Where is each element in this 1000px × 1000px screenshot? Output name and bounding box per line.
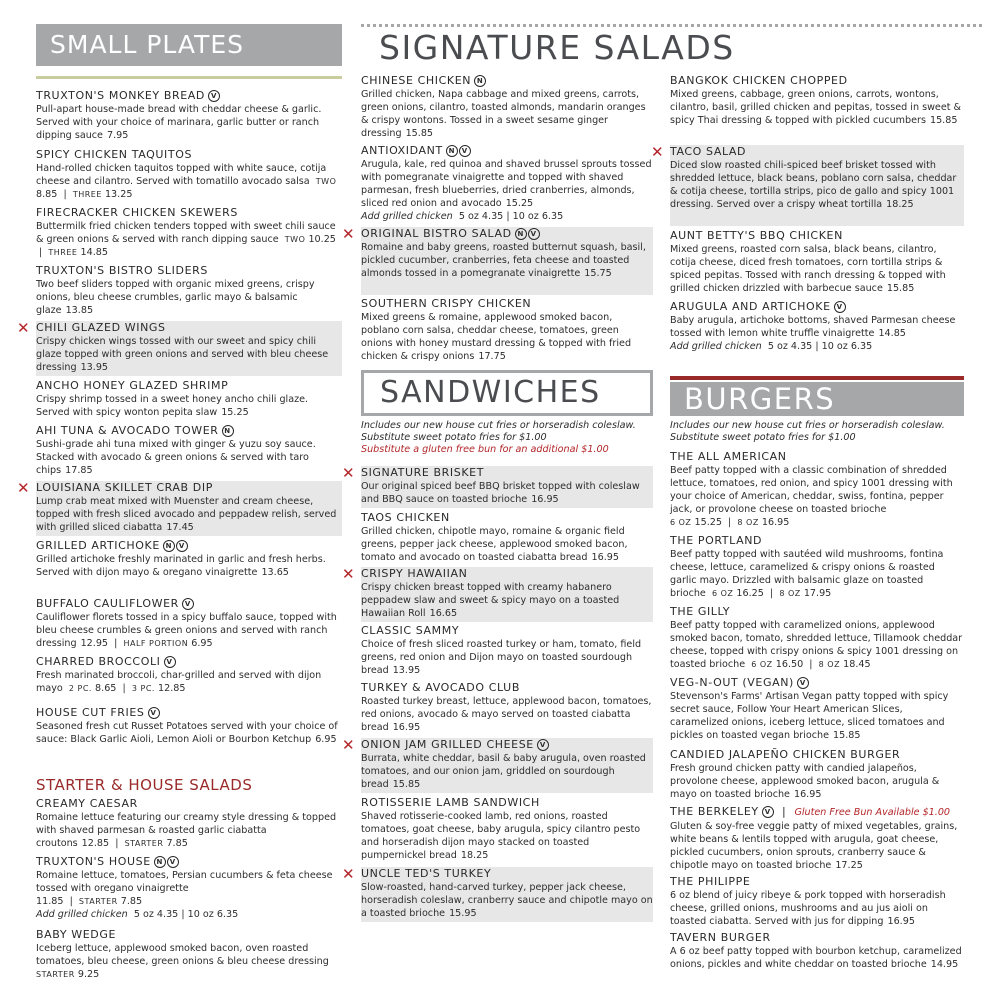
item-name: ROTISSERIE LAMB SANDWICH	[361, 796, 540, 809]
item-price: 13.95	[392, 665, 421, 676]
menu-item-removed	[342, 565, 653, 622]
menu-item	[36, 89, 342, 142]
menu-item	[361, 297, 653, 363]
item-name: THE ALL AMERICAN	[670, 450, 787, 463]
item-price: 16.95	[392, 722, 421, 733]
item-name: TURKEY & AVOCADO CLUB	[361, 681, 520, 694]
addon-sizes: 5 oz 4.35 | 10 oz 6.35	[133, 909, 239, 920]
menu-item: THE GILLY Beef patty topped with caramelized onions, applewood smoked bacon, tomato, shredded lettuce, Tillamook cheddar cheese, topped with crispy onions & spicy 1001 dressing on toasted brioche 6 OZ 16.50 | 8 OZ 18.45	[670, 605, 963, 670]
item-price: 15.85	[405, 128, 434, 139]
item-desc: Seasoned fresh cut Russet Potatoes served with your choice of sauce: Black Garlic Aioli, Lemon Aioli or Bourbon Ketchup	[36, 721, 338, 745]
item-price: 12.85	[158, 683, 186, 694]
nut-icon: N	[515, 228, 527, 240]
item-desc: Fresh marinated broccoli, char-grilled and served with dijon mayo	[36, 670, 322, 694]
nut-icon: N	[163, 540, 175, 552]
item-price: 7.85	[166, 838, 188, 849]
item-price: 13.25	[104, 189, 133, 200]
item-price: 16.95	[793, 789, 822, 800]
item-desc: Grilled chicken, chipotle mayo, romaine & organic field greens, pepper jack cheese, applewood smoked bacon, tomato and avocado on toasted ciabatta bread	[361, 526, 628, 563]
item-price: 13.95	[80, 362, 109, 373]
item-desc: Roasted turkey breast, lettuce, applewood bacon, tomatoes, red onions, avocado & mayo served on toasted ciabatta bread	[361, 696, 652, 733]
item-desc: Beef patty topped with sautéed wild mushrooms, fontina cheese, lettuce, caramelized & crispy onions & roasted garlic mayo. Drizzled with balsamic glaze on toasted brioche	[670, 549, 944, 599]
addon-label: Add grilled chicken	[36, 909, 128, 920]
item-desc: Diced slow roasted chili-spiced beef brisket tossed with shredded lettuce, black beans, poblano corn salsa, cheddar & cotija cheese, tortilla strips, pico de gallo and spicy 1001 dressing. Served over a crispy wheat tortilla	[670, 160, 957, 210]
gluten-free-note: Gluten Free Bun Available $1.00	[794, 807, 951, 818]
vegetarian-icon: V	[164, 656, 176, 668]
item-price: 13.85	[65, 305, 94, 316]
vegetarian-icon: V	[182, 598, 194, 610]
item-name: LOUISIANA SKILLET CRAB DIP	[36, 481, 213, 494]
menu-item	[670, 676, 964, 742]
item-price: 16.50	[775, 659, 804, 670]
item-price: 15.85	[886, 283, 915, 294]
item-name: CHARRED BROCCOLI	[36, 655, 161, 668]
nut-icon: N	[446, 145, 458, 157]
item-name: ARUGULA AND ARTICHOKE	[670, 300, 831, 313]
item-price: 15.25	[221, 407, 249, 418]
item-price: 17.25	[835, 860, 863, 871]
item-desc: Mixed greens, cabbage, green onions, carrots, wontons, cilantro, basil, grilled chicken and pepitas, tossed in sweet & spicy Thai dressing & topped with pickled cucumbers	[670, 89, 962, 126]
menu-item	[361, 74, 653, 140]
menu-item-removed	[17, 479, 342, 536]
item-name: UNCLE TED'S TURKEY	[361, 867, 492, 880]
menu-item: THE ALL AMERICAN Beef patty topped with a classic combination of shredded lettuce, tomatoes, red onion, and spicy 1001 dressing with your choice of American, cheddar, swiss, fontina, pepper jack, or provolone cheese on toasted brioche 6 OZ 15.25 | 8 OZ 16.95	[670, 450, 964, 529]
item-desc: Beef patty topped with a classic combination of shredded lettuce, tomatoes, red onion, and spicy 1001 dressing with your choice of American, cheddar, swiss, fontina, pepper jack, or provolone cheese on toasted brioche	[670, 465, 953, 515]
note-line: Substitute a gluten free bun for an additional $1.00	[361, 444, 609, 455]
item-desc: Grilled artichoke freshly marinated in garlic and fresh herbs. Served with dijon mayo & oregano vinaigrette	[36, 554, 326, 578]
item-price: 17.95	[803, 588, 832, 599]
item-price: 8.65	[95, 683, 117, 694]
menu-item: BUFFALO CAULIFLOWER V Cauliflower florets tossed in a spicy buffalo sauce, topped with bleu cheese crumbles & green onions and served with ranch dressing 12.95 | HALF PORTION 6.95	[36, 597, 337, 649]
menu-item	[36, 706, 342, 746]
item-price: 17.45	[166, 522, 194, 533]
item-desc: Pull-apart house-made bread with cheddar cheese & garlic. Served with your choice of marinara, garlic butter or ranch dipping sauce	[36, 104, 322, 141]
item-price: 15.85	[392, 779, 421, 790]
size-label: 6 OZ	[711, 589, 734, 598]
item-price: 12.85	[81, 838, 110, 849]
item-price: 18.25	[460, 850, 489, 861]
size-label: STARTER	[124, 839, 164, 848]
menu-item	[670, 875, 964, 928]
menu-item	[36, 928, 342, 981]
item-name: FIRECRACKER CHICKEN SKEWERS	[36, 206, 238, 219]
item-name: TRUXTON'S HOUSE	[36, 855, 151, 868]
size-label: TWO	[315, 177, 337, 186]
item-price: 16.95	[887, 916, 915, 927]
removed-x-icon: ✕	[342, 865, 355, 883]
sandwiches-header: SANDWICHES	[361, 370, 653, 416]
item-name: AHI TUNA & AVOCADO TOWER	[36, 424, 219, 437]
item-name: ANCHO HONEY GLAZED SHRIMP	[36, 379, 229, 392]
item-desc: Stevenson's Farms' Artisan Vegan patty topped with spicy secret sauce, Follow Your Heart American Slices, caramelized onions, iceberg lettuce, sliced tomatoes and pickles on toasted vegan brioche	[670, 691, 949, 741]
nut-icon: N	[474, 75, 486, 87]
item-name: VEG-N-OUT (VEGAN)	[670, 676, 794, 689]
menu-item: CREAMY CAESAR Romaine lettuce featuring our creamy style dressing & topped with shaved parmesan & roasted garlic ciabatta croutons 12.85 | STARTER 7.85	[36, 797, 342, 850]
menu-item: FIRECRACKER CHICKEN SKEWERS Buttermilk fried chicken tenders topped with sweet chili sauce & green onions & served with ranch dipping sauce TWO 10.25 | THREE 14.85	[36, 206, 342, 259]
item-desc: Iceberg lettuce, applewood smoked bacon, oven roasted tomatoes, bleu cheese, green onions & bleu cheese dressing	[36, 943, 329, 967]
item-desc: Choice of fresh sliced roasted turkey or ham, tomato, field greens, red onion and Dijon mayo on toasted sourdough bread	[361, 639, 642, 676]
item-name: TAOS CHICKEN	[361, 511, 450, 524]
item-name: HOUSE CUT FRIES	[36, 706, 145, 719]
item-price: 17.75	[478, 351, 506, 362]
item-name: ONION JAM GRILLED CHEESE	[361, 738, 534, 751]
menu-item	[36, 424, 342, 477]
item-price: 15.85	[929, 115, 958, 126]
sandwich-notes	[361, 420, 653, 456]
item-price: 10.25	[308, 234, 336, 245]
menu-item	[670, 748, 964, 801]
vegetarian-icon: V	[208, 90, 220, 102]
item-desc: Burrata, white cheddar, basil & baby arugula, oven roasted tomatoes, and our onion jam, griddled on sourdough bread	[361, 753, 646, 790]
item-name: THE PHILIPPE	[670, 875, 751, 888]
item-name: SPICY CHICKEN TAQUITOS	[36, 148, 193, 161]
removed-x-icon: ✕	[342, 736, 355, 754]
item-name: THE BERKELEY	[670, 805, 759, 818]
menu-item	[361, 511, 653, 564]
removed-x-icon: ✕	[651, 143, 664, 161]
item-desc: Mixed greens & romaine, applewood smoked bacon, poblano corn salsa, cheddar cheese, tomatoes, green onions with honey mustard dressing & topped with fried chicken & crispy onions	[361, 312, 632, 362]
addon-sizes: 5 oz 4.35 | 10 oz 6.35	[767, 341, 873, 352]
note-line: Substitute sweet potato fries for $1.00	[670, 432, 856, 443]
item-desc: Crispy shrimp tossed in a sweet honey ancho chili glaze. Served with spicy wonton pepita slaw	[36, 394, 309, 418]
menu-item	[36, 539, 342, 579]
removed-x-icon: ✕	[342, 225, 355, 243]
size-label: 8 OZ	[818, 660, 841, 669]
size-label: 6 OZ	[670, 518, 692, 527]
note-line: Includes our new house cut fries or horseradish coleslaw.	[670, 420, 945, 431]
small-plates-header: SMALL PLATES	[36, 24, 342, 66]
size-label: 8 OZ	[737, 518, 759, 527]
menu-item	[361, 681, 653, 734]
item-price: 9.25	[77, 969, 100, 980]
item-price: 16.65	[429, 608, 458, 619]
menu-item-removed	[17, 319, 342, 376]
vegetarian-icon: V	[537, 739, 549, 751]
item-name: TACO SALAD	[670, 145, 747, 158]
item-desc: Sushi-grade ahi tuna mixed with ginger & yuzu soy sauce. Stacked with avocado & green onions & served with taro chips	[36, 439, 316, 476]
size-label: HALF PORTION	[123, 639, 189, 648]
item-price: 6.95	[191, 638, 213, 649]
item-name: CHINESE CHICKEN	[361, 74, 472, 87]
item-name: GRILLED ARTICHOKE	[36, 539, 160, 552]
removed-x-icon: ✕	[17, 319, 30, 337]
item-price: 18.45	[843, 659, 871, 670]
size-label: THREE	[48, 248, 78, 257]
menu-item	[670, 300, 964, 353]
item-desc: Arugula, kale, red quinoa and shaved brussel sprouts tossed with pomegranate vinaigrette and topped with shaved parmesan, fresh blueberries, dried cranberries, almonds, sliced red onion and avocado	[361, 159, 652, 209]
item-price: 14.85	[878, 328, 906, 339]
item-price: 15.85	[833, 730, 861, 741]
item-desc: Romaine lettuce, tomatoes, Persian cucumbers & feta cheese tossed with oregano vinaigrette	[36, 870, 333, 894]
menu-item-removed	[651, 143, 964, 226]
menu-item	[361, 796, 653, 862]
size-label: TWO	[284, 235, 306, 244]
item-name: BUFFALO CAULIFLOWER	[36, 597, 179, 610]
note-line: Includes our new house cut fries or horseradish coleslaw.	[361, 420, 636, 431]
item-name: CREAMY CAESAR	[36, 797, 138, 810]
item-name: CHILI GLAZED WINGS	[36, 321, 166, 334]
item-name: CRISPY HAWAIIAN	[361, 567, 468, 580]
vegetarian-icon: V	[834, 301, 846, 313]
menu-item	[361, 144, 653, 223]
removed-x-icon: ✕	[342, 464, 355, 482]
item-desc: Crispy chicken breast topped with creamy habanero peppadew slaw and sweet & spicy mayo on a toasted Hawaiian Roll	[361, 582, 620, 619]
menu-item: CHARRED BROCCOLI V Fresh marinated broccoli, char-grilled and served with dijon mayo 2 PC. 8.65 | 3 PC. 12.85	[36, 655, 322, 694]
note-line: Substitute sweet potato fries for $1.00	[361, 432, 547, 443]
burgers-header: BURGERS	[670, 382, 964, 416]
item-name: SOUTHERN CRISPY CHICKEN	[361, 297, 532, 310]
menu-item	[670, 229, 964, 295]
item-desc: Romaine and baby greens, roasted butternut squash, basil, pickled cucumber, cranberries, feta cheese and toasted almonds tossed in a pomegranate vinaigrette	[361, 242, 646, 279]
item-name: TRUXTON'S BISTRO SLIDERS	[36, 264, 208, 277]
item-price: 11.85	[36, 896, 64, 907]
vegetarian-icon: V	[762, 806, 774, 818]
size-label: STARTER	[78, 897, 118, 906]
item-name: THE GILLY	[670, 605, 731, 618]
item-price: 8.85	[36, 189, 58, 200]
item-desc: Buttermilk fried chicken tenders topped with sweet chili sauce & green onions & served with ranch dipping sauce	[36, 221, 336, 245]
item-price: 14.85	[80, 247, 108, 258]
menu-item: THE PORTLAND Beef patty topped with sautéed wild mushrooms, fontina cheese, lettuce, caramelized & crispy onions & roasted garlic mayo. Drizzled with balsamic glaze on toasted brioche 6 OZ 16.25 | 8 OZ 17.95	[670, 534, 964, 600]
item-price: 15.25	[694, 517, 722, 528]
item-desc: 6 oz blend of juicy ribeye & pork topped with horseradish cheese, grilled onions, mushrooms and au jus aioli on toasted ciabatta. Served with jus for dipping	[670, 890, 946, 927]
nut-icon: N	[154, 856, 166, 868]
item-price: 15.75	[584, 268, 612, 279]
menu-item-removed	[342, 736, 653, 793]
item-price: 16.25	[736, 588, 764, 599]
starter-salads-header: STARTER & HOUSE SALADS	[36, 776, 253, 794]
item-desc: Our original spiced beef BBQ brisket topped with coleslaw and BBQ sauce on toasted brioche	[361, 481, 640, 505]
menu-item: SPICY CHICKEN TAQUITOS Hand-rolled chicken taquitos topped with white sauce, cotija cheese and cilantro. Served with tomatillo avocado salsa TWO 8.85 | THREE 13.25	[36, 148, 342, 201]
item-price: 17.85	[65, 465, 93, 476]
item-price: 14.95	[930, 959, 959, 970]
menu-item	[670, 74, 964, 127]
item-desc: Gluten & soy-free veggie patty of mixed vegetables, grains, white beans & lentils topped with arugula, goat cheese, pickled cucumbers, onion sprouts, cranberry sauce & chipotle mayo on toasted brioche	[670, 821, 958, 871]
item-price: 7.85	[120, 896, 143, 907]
signature-salads-header: SIGNATURE SALADS	[361, 24, 982, 69]
menu-item: TRUXTON'S HOUSE N V Romaine lettuce, tomatoes, Persian cucumbers & feta cheese tossed with oregano vinaigrette 11.85 | STARTER 7.85 Add grilled chicken 5 oz 4.35 | 10 oz 6.35	[36, 855, 333, 920]
nut-icon: N	[222, 425, 234, 437]
vegetarian-icon: V	[148, 707, 160, 719]
item-desc: Lump crab meat mixed with Muenster and cream cheese, topped with fresh sliced avocado and peppadew relish, served with grilled sliced ciabatta	[36, 496, 337, 533]
size-label: STARTER	[36, 970, 75, 979]
item-name: TAVERN BURGER	[670, 931, 771, 944]
item-name: AUNT BETTY'S BBQ CHICKEN	[670, 229, 843, 242]
size-label: 6 OZ	[751, 660, 773, 669]
vegetarian-icon: V	[459, 145, 471, 157]
size-label: 8 OZ	[779, 589, 801, 598]
item-price: 18.25	[886, 199, 914, 210]
item-desc: Grilled chicken, Napa cabbage and mixed greens, carrots, green onions, cilantro, toasted almonds, mandarin oranges & crispy wontons. Tossed in a sweet sesame ginger dressing	[361, 89, 646, 139]
item-desc: Crispy chicken wings tossed with our sweet and spicy chili glaze topped with green onions and served with bleu cheese dressing	[36, 336, 329, 373]
removed-x-icon: ✕	[342, 565, 355, 583]
item-desc: Cauliflower florets tossed in a spicy buffalo sauce, topped with bleu cheese crumbles & green onions and served with ranch dressing	[36, 612, 337, 649]
item-name: SIGNATURE BRISKET	[361, 466, 485, 479]
menu-item	[36, 379, 342, 419]
vegetarian-icon: V	[528, 228, 540, 240]
item-price: 13.65	[261, 567, 289, 578]
menu-item	[670, 931, 964, 971]
item-desc: Slow-roasted, hand-carved turkey, pepper jack cheese, horseradish coleslaw, cranberry sauce and chipotle mayo on a toasted brioche	[361, 882, 653, 919]
item-desc: Beef patty topped with caramelized onions, applewood smoked bacon, tomato, shredded lettuce, Tillamook cheddar cheese, topped with crispy onions & spicy 1001 dressing on toasted brioche	[670, 620, 963, 670]
addon-label: Add grilled chicken	[361, 211, 453, 222]
item-desc: Shaved rotisserie-cooked lamb, red onions, roasted tomatoes, goat cheese, baby arugula, spicy cilantro pesto and horseradish dijon mayo stacked on toasted pumpernickel bread	[361, 811, 641, 861]
item-name: TRUXTON'S MONKEY BREAD	[36, 89, 205, 102]
addon-label: Add grilled chicken	[670, 341, 762, 352]
item-desc: A 6 oz beef patty topped with bourbon ketchup, caramelized onions, pickles and white cheddar on toasted brioche	[670, 946, 962, 970]
vegetarian-icon: V	[167, 856, 179, 868]
item-price: 16.95	[591, 552, 619, 563]
item-name: CLASSIC SAMMY	[361, 624, 460, 637]
item-name: BANGKOK CHICKEN CHOPPED	[670, 74, 848, 87]
item-desc: Mixed greens, roasted corn salsa, black beans, cilantro, cotija cheese, diced fresh tomatoes, corn tortilla strips & spiced pepitas. Tossed with ranch dressing & topped with grilled chicken drizzled with barbecue sauce	[670, 244, 946, 294]
menu-item-removed	[342, 225, 653, 295]
item-name: ORIGINAL BISTRO SALAD	[361, 227, 512, 240]
burger-notes	[670, 420, 964, 444]
item-desc: Baby arugula, artichoke bottoms, shaved Parmesan cheese tossed with lemon white truffle vinaigrette	[670, 315, 956, 339]
size-label: THREE	[72, 190, 102, 199]
item-desc: Fresh ground chicken patty with candied jalapeños, provolone cheese, applewood smoked bacon, arugula & mayo on toasted brioche	[670, 763, 940, 800]
size-label: 3 PC.	[131, 684, 155, 693]
item-name: ANTIOXIDANT	[361, 144, 443, 157]
removed-x-icon: ✕	[17, 479, 30, 497]
small-plates-rule	[36, 76, 342, 79]
item-name: THE PORTLAND	[670, 534, 763, 547]
vegetarian-icon: V	[797, 677, 809, 689]
menu-item: THE BERKELEY V | Gluten Free Bun Available $1.00 Gluten & soy-free veggie patty of mixed vegetables, grains, white beans & lentils topped with arugula, goat cheese, pickled cucumbers, onion sprouts, cranberry sauce & chipotle mayo on toasted brioche 17.25	[670, 805, 958, 871]
item-price: 12.95	[80, 638, 109, 649]
item-desc: Hand-rolled chicken taquitos topped with white sauce, cotija cheese and cilantro. Served with tomatillo avocado salsa	[36, 163, 327, 187]
item-price: 7.95	[106, 130, 129, 141]
item-name: CANDIED JALAPEÑO CHICKEN BURGER	[670, 748, 901, 761]
burgers-rule	[670, 376, 964, 380]
size-label: 2 PC.	[68, 684, 92, 693]
menu-item	[361, 624, 653, 677]
menu-item-removed	[342, 865, 653, 922]
item-price: 15.95	[449, 908, 477, 919]
item-desc: Two beef sliders topped with organic mixed greens, crispy onions, bleu cheese crumbles, garlic mayo & balsamic glaze	[36, 279, 315, 316]
addon-sizes: 5 oz 4.35 | 10 oz 6.35	[458, 211, 564, 222]
item-price: 15.25	[505, 198, 534, 209]
item-desc: Romaine lettuce featuring our creamy style dressing & topped with shaved parmesan & roasted garlic ciabatta croutons	[36, 812, 337, 849]
menu-item	[36, 264, 342, 317]
vegetarian-icon: V	[176, 540, 188, 552]
item-name: BABY WEDGE	[36, 928, 117, 941]
item-price: 6.95	[315, 734, 337, 745]
item-price: 16.95	[761, 517, 790, 528]
menu-item-removed	[342, 464, 653, 508]
item-price: 16.95	[531, 494, 559, 505]
